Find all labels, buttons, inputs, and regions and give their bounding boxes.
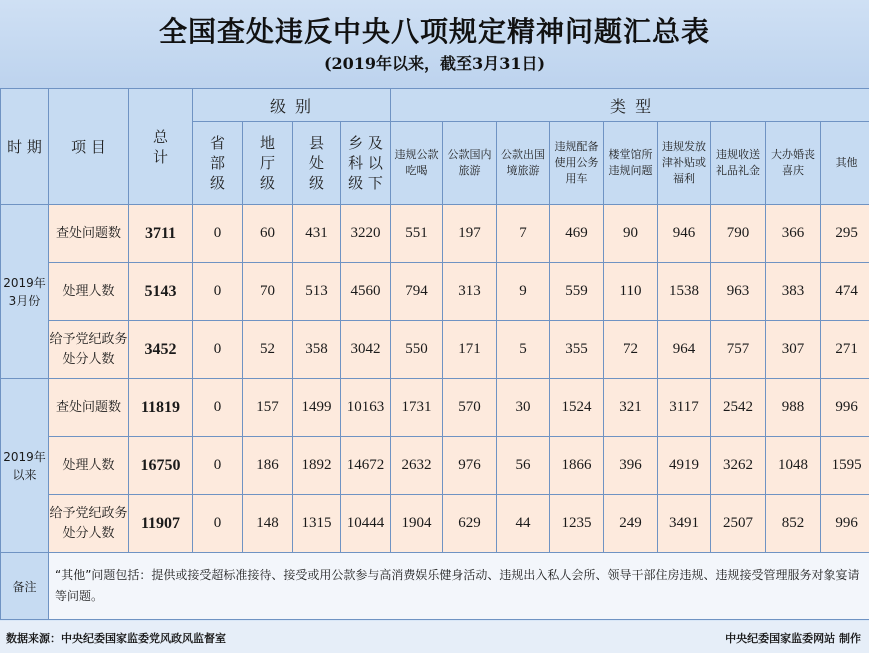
header-type-8: 其他 [821,122,869,205]
row-item-label: 查处问题数 [49,379,129,437]
header-type-group: 类 型 [391,89,869,122]
row-item-label: 给予党纪政务处分人数 [49,321,129,379]
row-item-label: 处理人数 [49,263,129,321]
type-value: 56 [497,437,550,495]
type-value: 1235 [550,495,604,553]
type-value: 570 [443,379,497,437]
type-value: 197 [443,205,497,263]
type-value: 2632 [391,437,443,495]
title-banner [0,0,869,88]
page-subtitle: (2019年以来，截至3月31日) [323,54,546,73]
row-total: 3711 [129,205,193,263]
type-value: 790 [711,205,766,263]
header-type-7: 大办婚丧喜庆 [766,122,821,205]
row-total: 5143 [129,263,193,321]
type-value: 72 [604,321,658,379]
type-value: 295 [821,205,869,263]
level-value: 157 [243,379,293,437]
type-value: 4919 [658,437,711,495]
type-value: 271 [821,321,869,379]
type-value: 1595 [821,437,869,495]
table-row [1,495,869,553]
type-value: 321 [604,379,658,437]
type-value: 7 [497,205,550,263]
type-value: 794 [391,263,443,321]
type-value: 110 [604,263,658,321]
type-value: 559 [550,263,604,321]
header-level-3 [341,122,391,205]
type-value: 996 [821,495,869,553]
header-item: 项 目 [49,89,129,205]
page-title: 全国查处违反中央八项规定精神问题汇总表 [158,15,710,48]
header-period: 时 期 [1,89,49,205]
level-value: 14672 [341,437,391,495]
type-value: 946 [658,205,711,263]
type-value: 90 [604,205,658,263]
period-label: 2019年以来 [1,379,49,553]
header-level-char: 科 以 [348,154,383,172]
type-value: 469 [550,205,604,263]
type-value: 852 [766,495,821,553]
type-value: 366 [766,205,821,263]
period-label: 2019年3月份 [1,205,49,379]
type-value: 5 [497,321,550,379]
type-value: 307 [766,321,821,379]
type-value: 964 [658,321,711,379]
type-value: 355 [550,321,604,379]
row-total: 3452 [129,321,193,379]
level-value: 3220 [341,205,391,263]
level-value: 431 [293,205,341,263]
level-value: 1892 [293,437,341,495]
row-total: 11907 [129,495,193,553]
type-value: 629 [443,495,497,553]
level-value: 0 [193,263,243,321]
level-value: 148 [243,495,293,553]
note-label: 备注 [1,553,49,620]
level-value: 0 [193,379,243,437]
type-value: 976 [443,437,497,495]
header-level-char: 级 [308,174,324,192]
level-value: 60 [243,205,293,263]
level-value: 358 [293,321,341,379]
level-value: 0 [193,205,243,263]
note-text: “其他”问题包括：提供或接受超标准接待、接受或用公款参与高消费娱乐健身活动、违规出入私人会所、领导干部住房违规、违规接受管理服务对象宴请等问题。 [49,553,869,620]
table-row [1,205,869,263]
header-type-5: 违规发放津补贴或福利 [658,122,711,205]
header-level-char: 厅 [259,154,275,172]
type-value: 1538 [658,263,711,321]
header-total-char: 总 [152,127,168,146]
data-source-text: 数据来源：中央纪委国家监委党风政风监督室 [6,632,226,645]
level-value: 0 [193,495,243,553]
header-level-char: 县 [308,134,324,152]
type-value: 963 [711,263,766,321]
header-total [129,89,193,205]
header-level-char: 级 [259,174,275,192]
type-value: 2507 [711,495,766,553]
type-value: 3262 [711,437,766,495]
level-value: 10444 [341,495,391,553]
type-value: 1048 [766,437,821,495]
type-value: 30 [497,379,550,437]
header-type-6: 违规收送礼品礼金 [711,122,766,205]
type-value: 9 [497,263,550,321]
level-value: 1499 [293,379,341,437]
header-level-char: 地 [259,134,275,152]
type-value: 1904 [391,495,443,553]
header-type-0: 违规公款吃喝 [391,122,443,205]
level-value: 0 [193,437,243,495]
type-value: 171 [443,321,497,379]
header-level-char: 级 下 [348,174,383,192]
header-type-3: 违规配备使用公务用车 [550,122,604,205]
table-row [1,321,869,379]
footer-bar [0,621,869,653]
table-row [1,379,869,437]
header-type-2: 公款出国境旅游 [497,122,550,205]
header-level-group: 级 别 [193,89,391,122]
level-value: 70 [243,263,293,321]
header-level-0 [193,122,243,205]
level-value: 513 [293,263,341,321]
header-level-2 [293,122,341,205]
level-value: 3042 [341,321,391,379]
type-value: 3491 [658,495,711,553]
type-value: 313 [443,263,497,321]
header-level-char: 部 [209,154,225,172]
level-value: 4560 [341,263,391,321]
level-value: 0 [193,321,243,379]
header-type-1: 公款国内旅游 [443,122,497,205]
type-value: 396 [604,437,658,495]
type-value: 550 [391,321,443,379]
row-total: 16750 [129,437,193,495]
table-row [1,437,869,495]
header-type-4: 楼堂馆所违规问题 [604,122,658,205]
type-value: 44 [497,495,550,553]
level-value: 10163 [341,379,391,437]
type-value: 1524 [550,379,604,437]
type-value: 2542 [711,379,766,437]
header-level-char: 乡 及 [348,134,383,152]
note-row [1,553,869,620]
header-level-char: 省 [209,134,225,152]
type-value: 757 [711,321,766,379]
type-value: 551 [391,205,443,263]
summary-table [0,88,869,620]
row-total: 11819 [129,379,193,437]
type-value: 1866 [550,437,604,495]
row-item-label: 查处问题数 [49,205,129,263]
type-value: 1731 [391,379,443,437]
table-row [1,263,869,321]
type-value: 988 [766,379,821,437]
row-item-label: 给予党纪政务处分人数 [49,495,129,553]
level-value: 1315 [293,495,341,553]
header-level-char: 级 [209,174,225,192]
type-value: 383 [766,263,821,321]
header-level-char: 处 [308,154,324,172]
header-total-char: 计 [152,147,168,166]
type-value: 249 [604,495,658,553]
type-value: 3117 [658,379,711,437]
header-level-1 [243,122,293,205]
type-value: 996 [821,379,869,437]
maker-credit-text: 中央纪委国家监委网站 制作 [725,632,861,645]
level-value: 186 [243,437,293,495]
type-value: 474 [821,263,869,321]
row-item-label: 处理人数 [49,437,129,495]
level-value: 52 [243,321,293,379]
